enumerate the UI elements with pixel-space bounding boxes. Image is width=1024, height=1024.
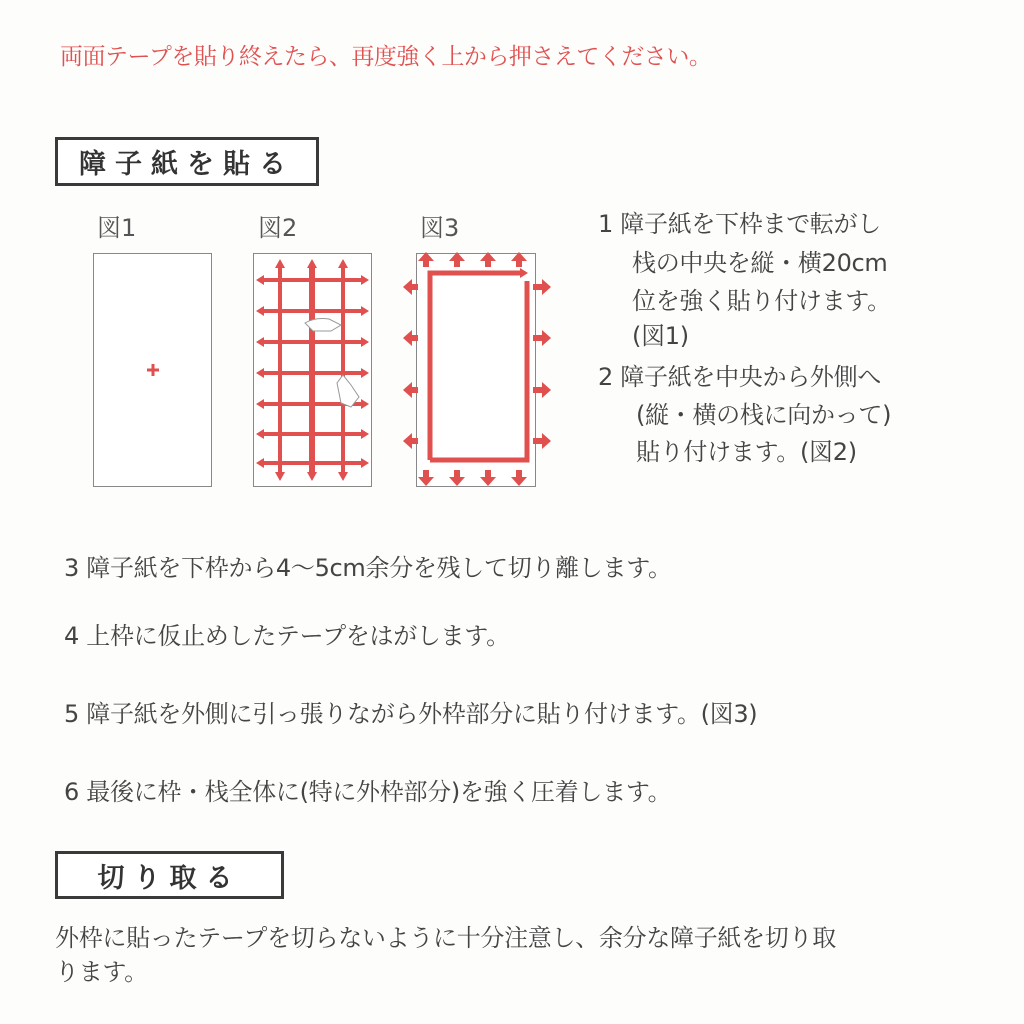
figure-1-diagram	[93, 253, 212, 487]
figure-2-diagram	[253, 253, 372, 487]
right-step-line: (図1)	[632, 322, 689, 350]
right-step-line: 位を強く貼り付けます。	[632, 287, 891, 315]
paper-frame	[417, 254, 536, 487]
figure-1-label: 図1	[97, 214, 137, 242]
notice-text: 両面テープを貼り終えたら、再度強く上から押さえてください。	[60, 44, 712, 70]
section-heading-attach: 障子紙を貼る	[55, 137, 319, 186]
left-arrow	[403, 279, 418, 295]
step-5: 5 障子紙を外側に引っ張りながら外枠部分に貼り付けます。(図3)	[64, 700, 758, 728]
right-step-line: 貼り付けます。(図2)	[636, 438, 857, 466]
step-6: 6 最後に枠・栈全体に(特に外枠部分)を強く圧着します。	[64, 778, 672, 806]
right-step-line: (縦・横の栈に向かって)	[636, 401, 892, 429]
left-arrow	[403, 330, 418, 346]
right-step-line: 2 障子紙を中央から外側へ	[598, 363, 881, 391]
step-3: 3 障子紙を下枠から4～5cm余分を残して切り離します。	[64, 554, 672, 582]
right-step-line: 栈の中央を縦・横20cm	[632, 249, 888, 277]
cut-paragraph-line: ります。	[55, 958, 148, 986]
step-4: 4 上枠に仮止めしたテープをはがします。	[64, 622, 510, 650]
figure-2-label: 図2	[258, 214, 298, 242]
left-arrow	[403, 382, 418, 398]
cut-paragraph-line: 外枠に貼ったテープを切らないように十分注意し、余分な障子紙を切り取	[55, 924, 836, 952]
left-arrow	[403, 433, 418, 449]
right-step-line: 1 障子紙を下枠まで転がし	[598, 210, 881, 238]
section-heading-cut: 切り取る	[55, 851, 284, 899]
figure-3-label: 図3	[420, 214, 460, 242]
figure-3-diagram	[416, 253, 536, 487]
